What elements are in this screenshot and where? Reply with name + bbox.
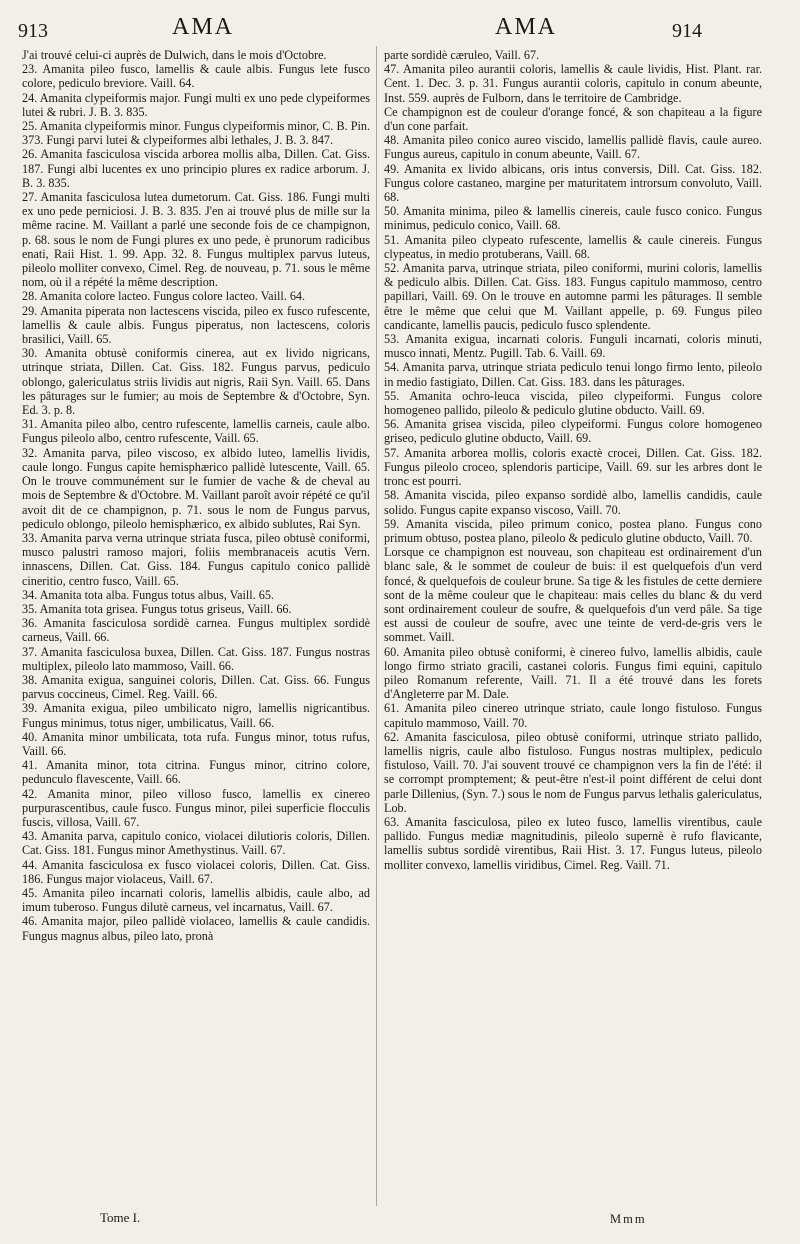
entry-paragraph: 25. Amanita clypeiformis minor. Fungus clypeiformis minor, C. B. Pin. 373. Fungi parvi lutei & clypeiformes albi lethales, J. B. 3. 847. — [22, 119, 370, 148]
entry-paragraph: 33. Amanita parva verna utrinque striata fusca, pileo obtusè coniformi, musco palustri ramoso majori, foliis membranaceis acutis Vern. innascens, Dillen. Cat. Giss. 184. Fungus capitulo conico pallidè cineritio, centro fusco, Vaill. 65. — [22, 530, 370, 588]
entry-paragraph: 44. Amanita fasciculosa ex fusco violacei coloris, Dillen. Cat. Giss. 186. Fungus major violaceus, Vaill. 67. — [22, 857, 370, 886]
running-header — [0, 14, 800, 48]
entry-paragraph: 23. Amanita pileo fusco, lamellis & caule albis. Fungus lete fusco colore, pediculo breviore. Vaill. 64. — [22, 62, 370, 91]
entry-paragraph: 57. Amanita arborea mollis, coloris exactè crocei, Dillen. Cat. Giss. 182. Fungus pileolo croceo, splendoris participe, Vaill. 69. sur les arbres dont le tronc est pourri. — [384, 445, 762, 489]
entry-paragraph: Lorsque ce champignon est nouveau, son chapiteau est ordinairement d'un blanc sale, & le sommet de couleur de buis: il est quelquefois d'un verd foncé, & quelquefois de couleur brune. Sa tige & les fistules de cette derniere sont de la même couleur que le chapiteau: mais celles du blanc & du verd sont ordinairement couleur de soufre, & quelquefois d'un verd pâle. Sa tige est aussi de couleur de soufre, avec une teinte de verd-de-gris vers le sommet. Vaill. — [384, 545, 763, 645]
entry-paragraph: 38. Amanita exigua, sanguinei coloris, Dillen. Cat. Giss. 66. Fungus parvus coccineus, Cimel. Reg. Vaill. 66. — [22, 672, 370, 702]
entry-paragraph: 60. Amanita pileo obtusè coniformi, è cinereo fulvo, lamellis albidis, caule longo firmo striato gracili, castanei coloris. Fungus fimi equini, capitulo pileo Romanum referente, Vaill. 71. Il a été trouvé dans les forets d'Angleterre par M. Dale. — [384, 644, 762, 702]
signature-mark: Mmm — [610, 1212, 647, 1226]
entry-paragraph: 30. Amanita obtusè coniformis cinerea, aut ex livido nigricans, utrinque striata, Dillen. Cat. Giss. 182. Fungus parvus, pediculo oblongo, galericulatus striis lividis aut nigris, Raii Syn. Vaill. 65. Dans les pâturages sur le fumier; au mois de Septembre & d'Octobre, Syn. Ed. 3. p. 8. — [22, 346, 370, 418]
entry-paragraph: 61. Amanita pileo cinereo utrinque striato, caule longo fistuloso. Fungus capitulo mammoso, Vaill. 70. — [384, 701, 762, 730]
entry-paragraph: J'ai trouvé celui-ci auprès de Dulwich, dans le mois d'Octobre. — [22, 48, 327, 62]
running-head-right: AMA — [495, 14, 558, 40]
entry-paragraph: 42. Amanita minor, pileo villoso fusco, lamellis ex cinereo purpurascentibus, caule fusco. Fungus minor, pilei superficie flocculis fuscis, villosa, Vaill. 67. — [22, 786, 370, 829]
entry-paragraph: 27. Amanita fasciculosa lutea dumetorum. Cat. Giss. 186. Fungi multi ex uno pede perniciosi. J. B. 3. 835. J'en ai trouvé plus de mille sur la même racine. M. Vaillant a parlé une seconde fois de ce champignon, p. 68. sous le nom de Fungi plures ex uno pede, è prunorum radicibus enati, Raii Hist. 1. 99. App. 32. 8. Fungus multiplex parvus luteus, pileolo molliter convexo, Cimel. Reg. de nouveau, p. 71. sous le même nom, où il a répété la même description. — [22, 190, 370, 290]
entry-paragraph: 50. Amanita minima, pileo & lamellis cinereis, caule fusco conico. Fungus minimus, pediculo conico, Vaill. 68. — [384, 204, 762, 233]
entry-paragraph: 45. Amanita pileo incarnati coloris, lamellis albidis, caule albo, ad imum tuberoso. Fungus dilutè carneus, vel incarnatus, Vaill. 67. — [22, 885, 370, 915]
left-column — [22, 48, 370, 943]
page-number-right: 914 — [672, 20, 702, 42]
entry-paragraph: 41. Amanita minor, tota citrina. Fungus minor, citrino colore, pedunculo flavescente, Vaill. 66. — [22, 758, 370, 787]
column-divider — [376, 46, 377, 1206]
entry-paragraph: 29. Amanita piperata non lactescens viscida, pileo ex fusco rufescente, lamellis & caule albis. Fungus piperatus, non lactescens, coloris brasilici, Vaill. 65. — [22, 303, 370, 347]
entry-paragraph: 59. Amanita viscida, pileo primum conico, postea plano. Fungus cono primum obtuso, postea plano, pileolo & pediculo glutine obducto, Vaill. 70. — [384, 516, 762, 545]
volume-footer: Tome I. — [100, 1210, 141, 1225]
entry-paragraph: 37. Amanita fasciculosa buxea, Dillen. Cat. Giss. 187. Fungus nostras multiplex, pileolo lato mammoso, Vaill. 66. — [22, 644, 370, 673]
entry-paragraph: 43. Amanita parva, capitulo conico, violacei dilutioris coloris, Dillen. Cat. Giss. 181. Fungus minor Amethystinus. Vaill. 67. — [22, 829, 370, 858]
entry-paragraph: 35. Amanita tota grisea. Fungus totus griseus, Vaill. 66. — [22, 601, 292, 616]
page-number-left: 913 — [18, 20, 48, 42]
entry-paragraph: 56. Amanita grisea viscida, pileo clypeiformi. Fungus colore homogeneo griseo, pediculo glutine obducto, Vaill. 69. — [384, 417, 762, 446]
entry-paragraph: 48. Amanita pileo conico aureo viscido, lamellis pallidè flavis, caule aureo. Fungus aureus, capitulo in conum abeunte, Vaill. 67. — [384, 133, 762, 162]
entry-paragraph: 51. Amanita pileo clypeato rufescente, lamellis & caule cinereis. Fungus clypeatus, in medio protuberans, Vaill. 68. — [384, 232, 762, 261]
entry-paragraph: 36. Amanita fasciculosa sordidè carnea. Fungus multiplex sordidè carneus, Vaill. 66. — [22, 616, 370, 645]
entry-paragraph: 32. Amanita parva, pileo viscoso, ex albido luteo, lamellis lividis, caule longo. Fungus capite hemisphærico pallidè lutescente, Vaill. 65. On le trouve communément sur le fumier de vache & de cheval au mois de Septembre & d'Octobre. M. Vaillant paroît avoir répété ce qu'il avoit dit de ce champignon, p. 71. sous le nom de Fungus parvus, pediculo oblongo, pileolo hemisphærico, ex albido sublutes, Rai Syn. — [22, 445, 370, 531]
entry-paragraph: Ce champignon est de couleur d'orange foncé, & son chapiteau a la figure d'un cone parfait. — [384, 104, 762, 134]
right-column — [384, 48, 762, 872]
entry-paragraph: 52. Amanita parva, utrinque striata, pileo coniformi, murini coloris, lamellis & pediculo albis. Dillen. Cat. Giss. 183. Fungus capitulo mammoso, centro papillari, Vaill. 69. On le trouve en automne parmi les pâturages. Il semble être le même que celui que M. Vaillant appelle, p. 69. Fungus pileo candicante, lamellis paucis, pediculo fusco splendente. — [384, 261, 762, 332]
entry-paragraph: 39. Amanita exigua, pileo umbilicato nigro, lamellis nigricantibus. Fungus minimus, totus niger, umbilicatus, Vaill. 66. — [22, 701, 370, 730]
entry-paragraph: 63. Amanita fasciculosa, pileo ex luteo fusco, lamellis virentibus, caule pallido. Fungus mediæ magnitudinis, pileolo supernè è rufo flavicante, lamellis subtus sordidè virentibus, Raii Hist. 3. 17. Fungus luteus, pileolo molliter convexo, lamellis viridibus, Cimel. Reg. Vaill. 71. — [384, 814, 762, 872]
entry-paragraph: 24. Amanita clypeiformis major. Fungi multi ex uno pede clypeiformes lutei & rubri. J. B. 3. 835. — [22, 90, 370, 119]
entry-paragraph: 28. Amanita colore lacteo. Fungus colore lacteo. Vaill. 64. — [22, 289, 306, 304]
entry-paragraph: 34. Amanita tota alba. Fungus totus albus, Vaill. 65. — [22, 587, 274, 602]
entry-paragraph: 47. Amanita pileo aurantii coloris, lamellis & caule lividis, Hist. Plant. rar. Cent. 1. Dec. 3. p. 31. Fungus aurantii coloris, capitulo in conum abeunte, Inst. 559. auprès de Fulborn, dans le territoire de Cambridge. — [384, 62, 762, 105]
entry-paragraph: 62. Amanita fasciculosa, pileo obtusè coniformi, utrinque striato pallido, lamellis nigris, caule albo fistuloso. Fungus nostras multiplex, pediculo fistuloso, Vaill. 70. J'ai souvent trouvé ce champignon vers la fin de l'été: il se corrompt promptement; & peut-être n'est-il point différent de celui dont parle Dillenius, (Syn. 7.) sous le nom de Fungus parvus lethalis galericulatus, Lob. — [384, 729, 762, 815]
entry-paragraph: 46. Amanita major, pileo pallidè violaceo, lamellis & caule candidis. Fungus magnus albus, pileo lato, pronà — [22, 914, 370, 943]
running-head-left: AMA — [172, 14, 235, 40]
entry-paragraph: 31. Amanita pileo albo, centro rufescente, lamellis carneis, caule albo. Fungus pileolo albo, centro rufescente, Vaill. 65. — [22, 417, 370, 446]
entry-paragraph: parte sordidè cæruleo, Vaill. 67. — [384, 48, 540, 62]
entry-paragraph: 26. Amanita fasciculosa viscida arborea mollis alba, Dillen. Cat. Giss. 187. Fungi albi lucentes ex uno principio plures ex radice arborum. J. B. 3. 835. — [22, 147, 370, 190]
entry-paragraph: 53. Amanita exigua, incarnati coloris. Funguli incarnati, coloris minuti, musco innati, Mentz. Pugill. Tab. 6. Vaill. 69. — [384, 332, 762, 361]
entry-paragraph: 58. Amanita viscida, pileo expanso sordidè albo, lamellis candidis, caule solido. Fungus capite expanso viscoso, Vaill. 70. — [384, 488, 762, 517]
entry-paragraph: 54. Amanita parva, utrinque striata pediculo tenui longo firmo lento, pileolo in medio fastigiato, Dillen. Cat. Giss. 183. dans les pâturages. — [384, 360, 762, 389]
entry-paragraph: 49. Amanita ex livido albicans, oris intus conversis, Dill. Cat. Giss. 182. Fungus colore castaneo, margine per maturitatem introrsum convoluto, Vaill. 68. — [384, 161, 762, 205]
entry-paragraph: 40. Amanita minor umbilicata, tota rufa. Fungus minor, totus rufus, Vaill. 66. — [22, 729, 370, 758]
entry-paragraph: 55. Amanita ochro-leuca viscida, pileo clypeiformi. Fungus colore homogeneo pallido, pileolo & pediculo glutine obducto. Vaill. 69. — [384, 388, 762, 418]
